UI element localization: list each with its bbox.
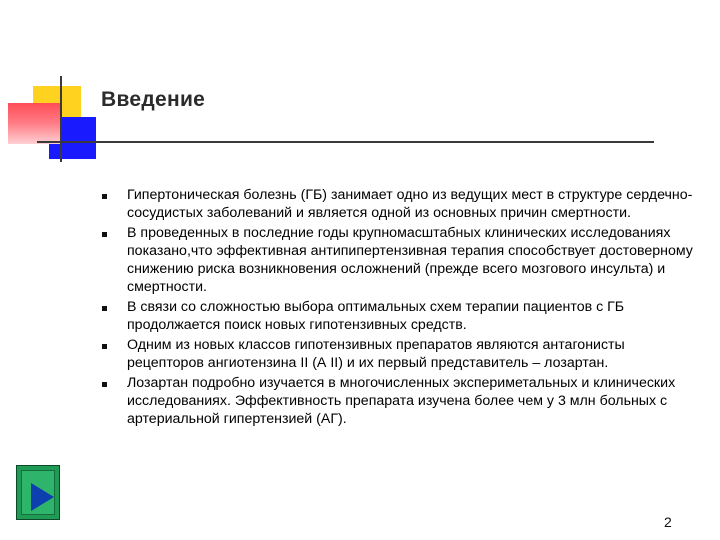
list-item	[101, 336, 701, 372]
bullet-text: Гипертоническая болезнь (ГБ) занимает одно из ведущих мест в структуре сердечно-сосудистых заболеваний и является одной из основных причин смертности.	[127, 187, 693, 221]
list-item	[101, 186, 701, 222]
square-bullet-icon	[102, 194, 107, 199]
bullet-text: В связи со сложностью выбора оптимальных схем терапии пациентов с ГБ продолжается поиск новых гипотензивных средств.	[127, 299, 625, 333]
square-bullet-icon	[102, 344, 107, 349]
list-item	[101, 298, 701, 334]
bullet-text: В проведенных в последние годы крупномасштабных клинических исследованиях показано,что эффективная антипипертензивная терапия способствует достоверному снижению риска возникновения осложнений (прежде всего мозгового инсульта) и смертности.	[127, 225, 693, 295]
bullet-text: Одним из новых классов гипотензивных препаратов являются антагонисты рецепторов ангиотензина II (А II) и их первый представитель – лозартан.	[127, 337, 625, 371]
slide-title: Введение	[101, 88, 206, 111]
list-item	[101, 224, 701, 296]
square-bullet-icon	[102, 232, 107, 237]
play-arrow-icon[interactable]	[31, 483, 54, 511]
page-number: 2	[664, 514, 672, 530]
next-slide-button[interactable]	[16, 465, 60, 520]
list-item	[101, 374, 701, 428]
decor-vertical-line	[60, 76, 62, 162]
next-slide-button-face[interactable]	[21, 470, 55, 515]
title-underline	[37, 141, 654, 143]
bullet-text: Лозартан подробно изучается в многочисленных экспериметальных и клинических исследованиях. Эффективность препарата изучена более чем у 3 млн больных с артериальной гипертензией (АГ).	[127, 375, 676, 427]
decor-red-square	[8, 103, 60, 144]
bullet-list	[101, 186, 701, 430]
square-bullet-icon	[102, 306, 107, 311]
square-bullet-icon	[102, 382, 107, 387]
